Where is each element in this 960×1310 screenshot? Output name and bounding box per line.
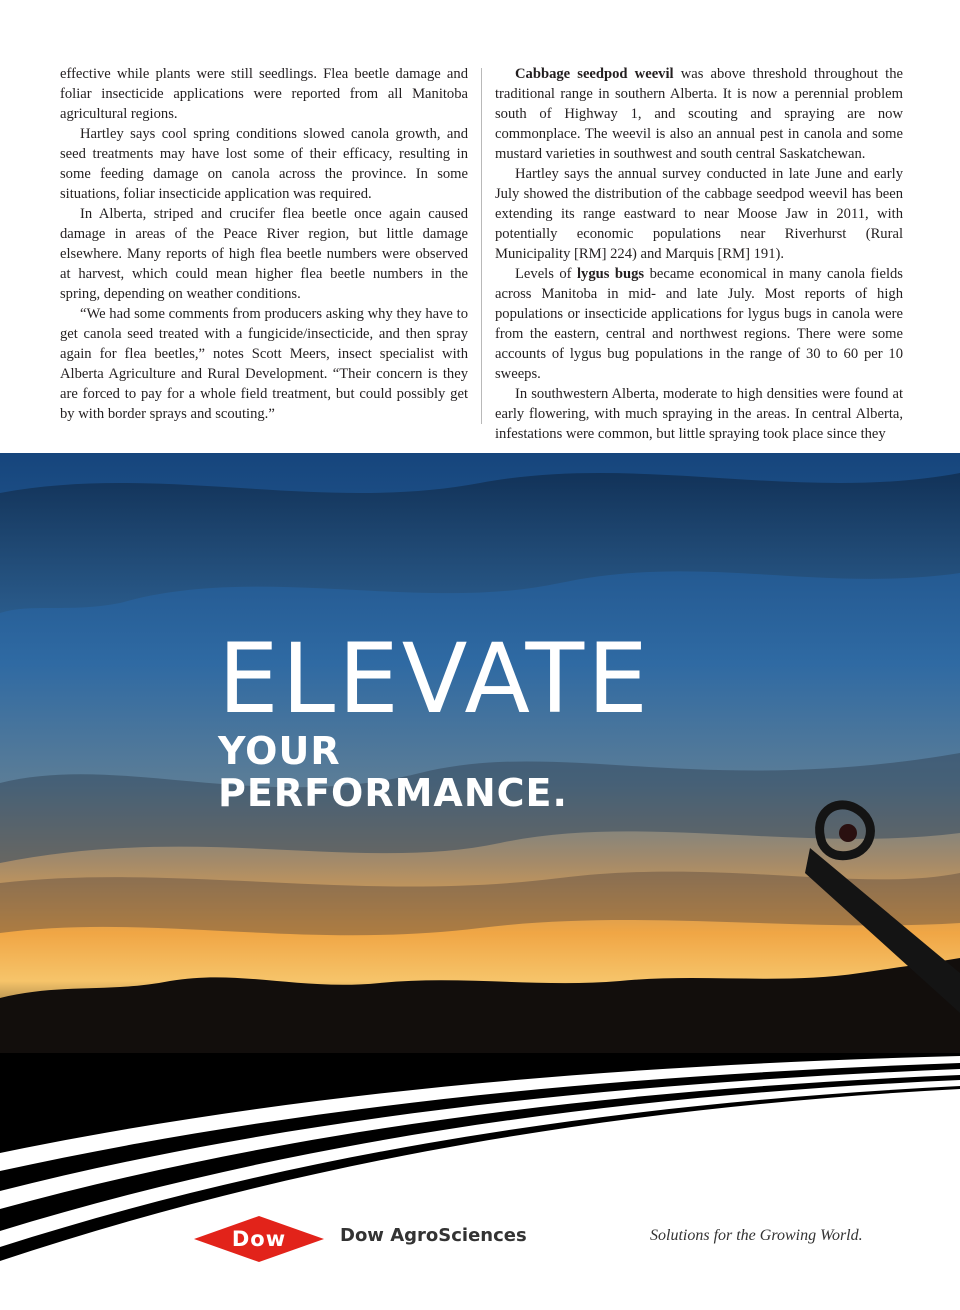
paragraph: Hartley says the annual survey conducted in late June and early July showed the distribution of the cabbage seedpod weevil has been extending its range eastward to near Moose Jaw in 2011, with potentially economic populations near Riverhurst (Rural Municipality [RM] 224) and Marquis [RM] 191). bbox=[495, 166, 903, 262]
swoosh-stripes bbox=[0, 1053, 960, 1310]
paragraph-text: became economical in many canola fields across Manitoba in mid- and late July. Most reports of high populations or insecticide applications for lygus bugs in canola were from the eastern, central and northwest regions. There were some accounts of lygus bug populations in the range of 30 to 60 per 10 sweeps. bbox=[495, 266, 903, 382]
column-divider bbox=[481, 68, 482, 424]
paragraph-text: Levels of bbox=[515, 266, 577, 282]
ad-headline bbox=[218, 623, 651, 815]
paragraph bbox=[495, 64, 903, 164]
paragraph: In Alberta, striped and crucifer flea beetle once again caused damage in areas of the Peace River region, but little damage elsewhere. Many reports of high flea beetle numbers were observed at harvest, which could mean higher flea beetle numbers in the spring, depending on weather conditions. bbox=[60, 206, 468, 302]
advertisement bbox=[0, 453, 960, 1310]
paragraph: “We had some comments from producers asking why they have to get canola seed treated with a fungicide/insecticide, and then spray again for flea beetles,” notes Scott Meers, insect specialist with Alberta Agriculture and Rural Development. “Their concern is they are forced to pay for a whole field treatment, but could possibly get by with border sprays and scouting.” bbox=[60, 306, 468, 422]
paragraph: Hartley says cool spring conditions slowed canola growth, and seed treatments may have lost some of their efficacy, resulting in some feeding damage on canola across the province. In some situations, foliar insecticide application was required. bbox=[60, 126, 468, 202]
headline-performance: PERFORMANCE. bbox=[218, 771, 568, 815]
paragraph: In southwestern Alberta, moderate to high densities were found at early flowering, with much spraying in the areas. In central Alberta, infestations were common, but little spraying took place since they bbox=[495, 386, 903, 442]
article-text bbox=[0, 0, 960, 440]
headline-your: YOUR bbox=[218, 729, 341, 773]
headline-elevate: ELEVATE bbox=[218, 623, 651, 735]
brand-name: Dow AgroSciences bbox=[340, 1225, 527, 1246]
right-column bbox=[495, 64, 903, 444]
pest-name-lygus-bugs: lygus bugs bbox=[576, 266, 645, 282]
paragraph: effective while plants were still seedlings. Flea beetle damage and foliar insecticide applications were reported from all Manitoba agricultural regions. bbox=[60, 66, 468, 122]
tagline: Solutions for the Growing World. bbox=[650, 1227, 863, 1244]
paragraph bbox=[495, 264, 903, 384]
pest-name-cabbage-seedpod-weevil: Cabbage seedpod weevil bbox=[515, 66, 674, 82]
paragraph-text: was above threshold throughout the traditional range in southern Alberta. It is now a perennial problem south of Highway 1, and scouting and spraying are now commonplace. The weevil is also an annual pest in canola and some mustard varieties in southwest and south central Saskatchewan. bbox=[495, 66, 903, 162]
dow-logo-text: Dow bbox=[231, 1227, 287, 1251]
left-column bbox=[60, 64, 468, 424]
